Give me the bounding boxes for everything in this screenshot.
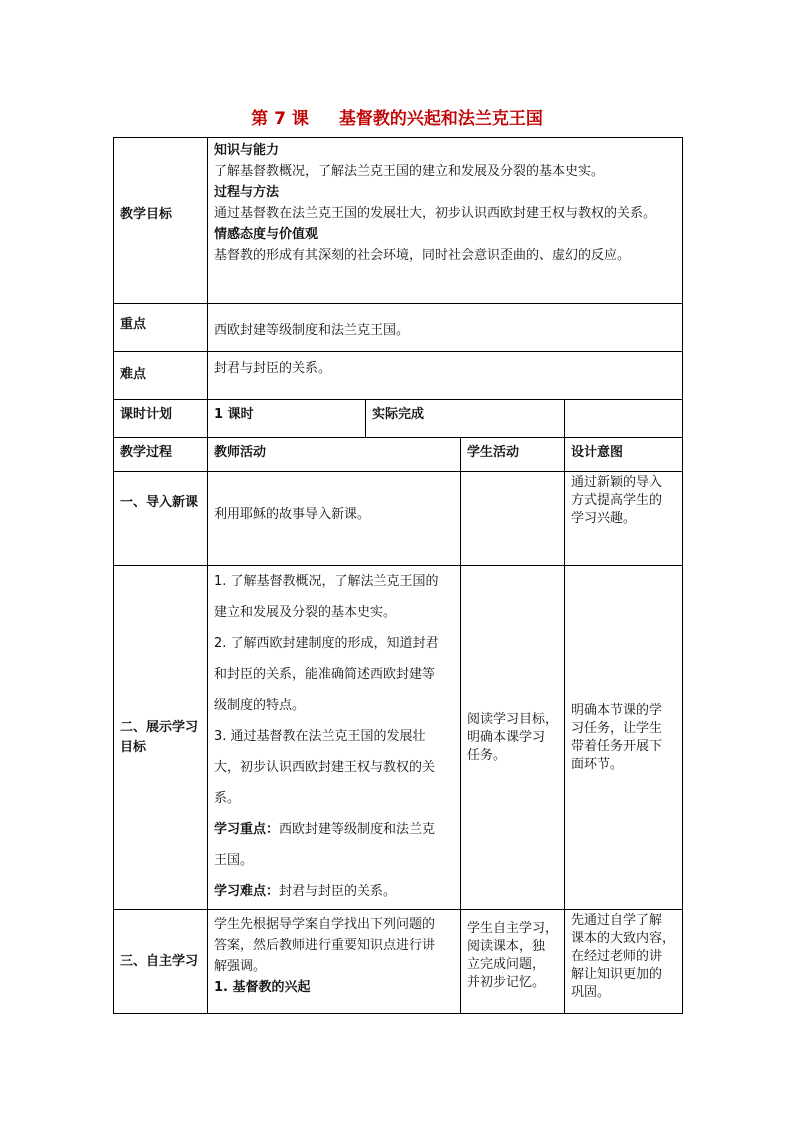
- objective-heading: 过程与方法: [214, 185, 280, 200]
- stage-intent: 先通过自学了解 课本的大致内容， 在经过老师的讲 解让知识更加的 巩固。: [565, 910, 683, 1014]
- objectives-content: [208, 138, 683, 304]
- stage-row: [114, 472, 683, 566]
- intent-header: 设计意图: [565, 438, 683, 472]
- difficulty-label: 难点: [114, 352, 208, 400]
- stage-student: [461, 472, 565, 566]
- stage-teacher: 1. 了解基督教概况，了解法兰克王国的 建立和发展及分裂的基本史实。 2. 了解西欧封建制度的形成，知道封君 和封臣的关系，能准确简述西欧封建等 级制度的特点。 3. 通过基督教在法兰克王国的发展壮 大，初步认识西欧封建王权与教权的关 系。 学习重点：西欧封建等级制度和法兰克 王国。 学习难点：封君与封臣的关系。: [208, 566, 461, 910]
- student-header: 学生活动: [461, 438, 565, 472]
- teacher-header: 教师活动: [208, 438, 461, 472]
- schedule-value: 1 课时: [208, 400, 366, 438]
- objective-text: 基督教的形成有其深刻的社会环境，同时社会意识歪曲的、虚幻的反应。: [214, 248, 631, 263]
- objective-heading: 知识与能力: [214, 143, 280, 158]
- stage-name: 一、导入新课: [114, 472, 208, 566]
- key-point-row: [114, 304, 683, 352]
- stage-row: [114, 566, 683, 910]
- focus-label: 学习重点：: [214, 822, 280, 837]
- objective-text: 了解基督教概况，了解法兰克王国的建立和发展及分裂的基本史实。: [214, 164, 605, 179]
- schedule-label: 课时计划: [114, 400, 208, 438]
- process-header-row: [114, 438, 683, 472]
- stage-teacher: 利用耶稣的故事导入新课。: [208, 472, 461, 566]
- schedule-row: [114, 400, 683, 438]
- stage-student: 学生自主学习， 阅读课本，独 立完成问题， 并初步记忆。: [461, 910, 565, 1014]
- stage-teacher: 学生先根据导学案自学找出下列问题的 答案，然后教师进行重要知识点进行讲 解强调。 1. 基督教的兴起: [208, 910, 461, 1014]
- lesson-plan-table: [113, 137, 683, 1014]
- page-title: 第 7 课 基督教的兴起和法兰克王国: [251, 109, 543, 129]
- actual-value: [565, 400, 683, 438]
- key-point-text: 西欧封建等级制度和法兰克王国。: [208, 304, 683, 352]
- actual-label: 实际完成: [366, 400, 565, 438]
- difficult-label: 学习难点：: [214, 884, 280, 899]
- difficulty-row: [114, 352, 683, 400]
- objectives-label: 教学目标: [114, 138, 208, 304]
- stage-student: 阅读学习目标， 明确本课学习 任务。: [461, 566, 565, 910]
- stage-row: [114, 910, 683, 1014]
- objective-heading: 情感态度与价值观: [214, 227, 319, 242]
- stage-intent: 通过新颖的导入 方式提高学生的 学习兴趣。: [565, 472, 683, 566]
- stage-name: 三、自主学习: [114, 910, 208, 1014]
- difficulty-text: 封君与封臣的关系。: [208, 352, 683, 400]
- stage-intent: 明确本节课的学 习任务，让学生 带着任务开展下 面环节。: [565, 566, 683, 910]
- stage-name: 二、展示学习 目标: [114, 566, 208, 910]
- process-label: 教学过程: [114, 438, 208, 472]
- key-point-label: 重点: [114, 304, 208, 352]
- objectives-row: [114, 138, 683, 304]
- objective-text: 通过基督教在法兰克王国的发展壮大，初步认识西欧封建王权与教权的关系。: [214, 206, 657, 221]
